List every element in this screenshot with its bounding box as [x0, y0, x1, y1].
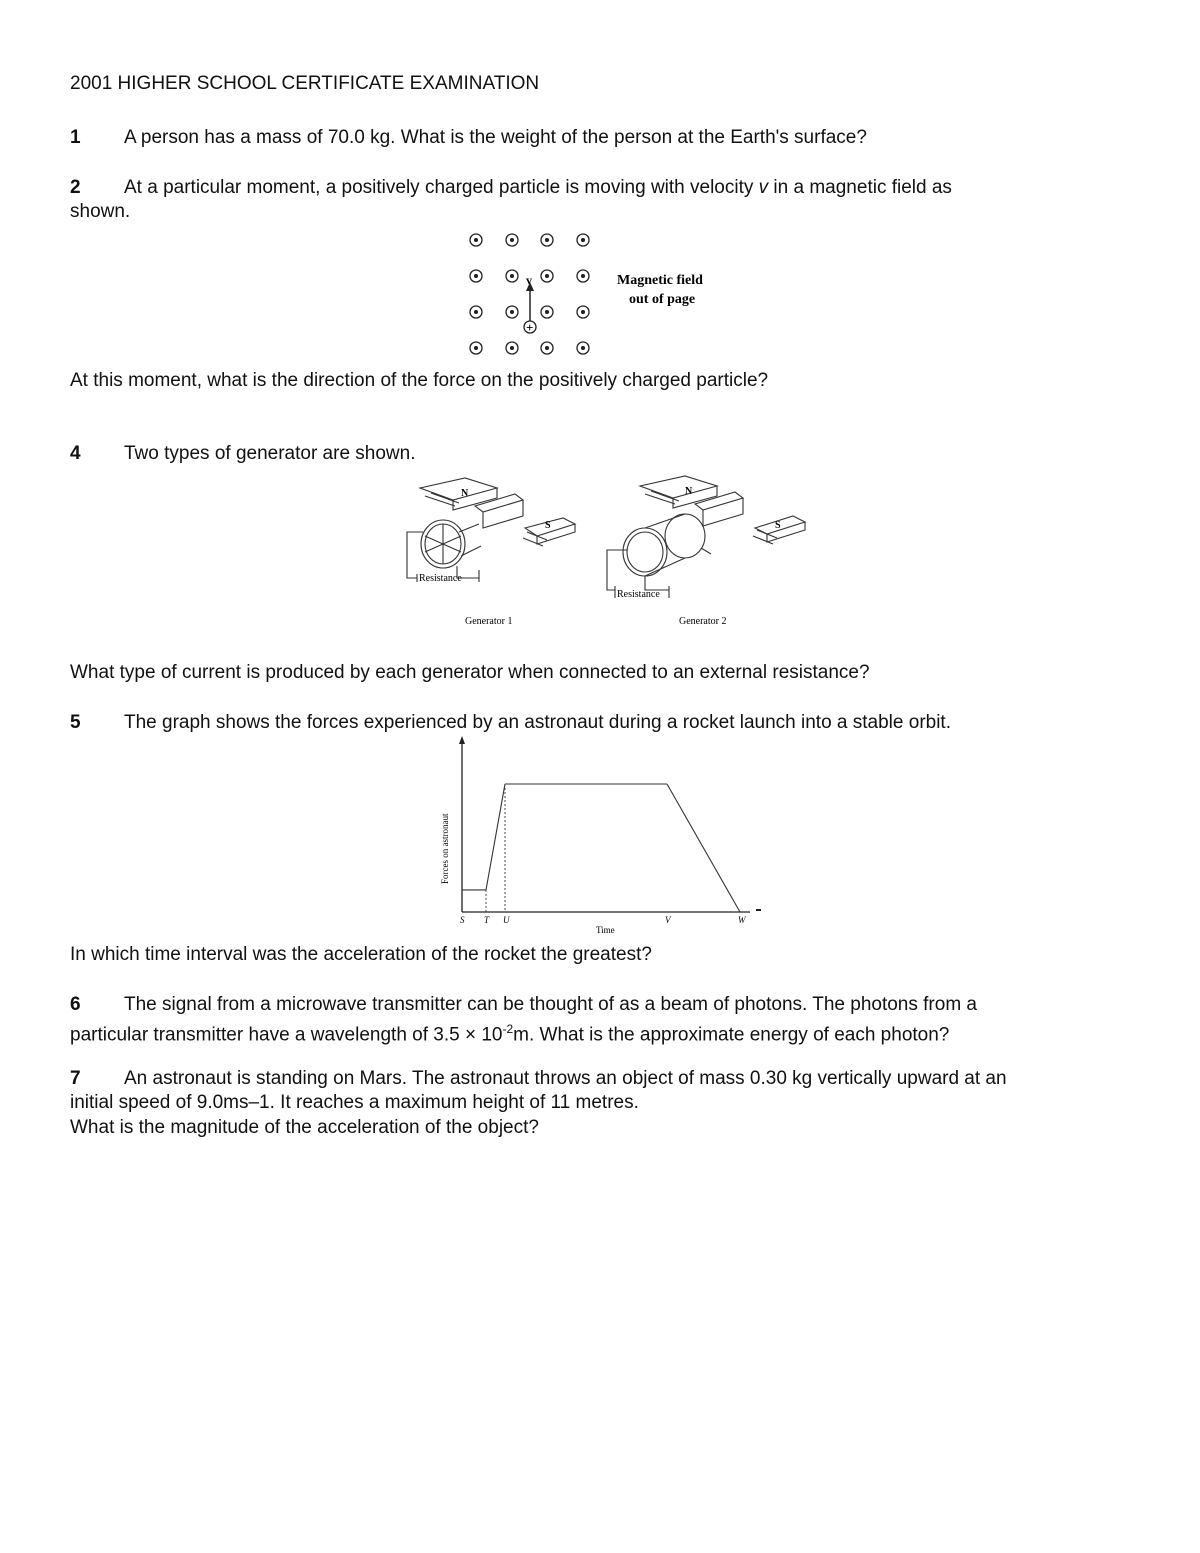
force-line-segment: [667, 784, 740, 912]
field-dot-center: [511, 311, 514, 314]
field-dot-center: [546, 239, 549, 242]
field-dot-center: [582, 347, 585, 350]
x-axis-label: Time: [596, 925, 615, 935]
generators-figure: [395, 466, 815, 632]
force-time-graph: [430, 734, 770, 940]
field-label-line1: Magnetic field: [617, 273, 703, 288]
question-number: 4: [70, 443, 81, 464]
question-text-continued: initial speed of 9.0ms–1. It reaches a maximum height of 11 metres.: [70, 1092, 639, 1113]
field-dot-center: [546, 275, 549, 278]
south-label: S: [545, 520, 551, 531]
question-number: 7: [70, 1068, 81, 1089]
force-line-segment: [486, 784, 505, 890]
question-text: At this moment, what is the direction of the force on the positively charged particle?: [70, 370, 769, 391]
field-label-line2: out of page: [629, 292, 696, 307]
question-text-continued: shown.: [70, 201, 131, 222]
question-text: The graph shows the forces experienced by an astronaut during a rocket launch into a stable orbit.: [124, 712, 951, 733]
field-dot-center: [582, 275, 585, 278]
question-text: Two types of generator are shown.: [124, 443, 416, 464]
resistance-label: Resistance: [617, 589, 660, 600]
question-text: [124, 176, 952, 200]
north-label: N: [461, 488, 469, 499]
question-text: A person has a mass of 70.0 kg. What is the weight of the person at the Earth's surface?: [124, 127, 867, 148]
x-tick-label: V: [665, 915, 671, 925]
charge-sign: +: [526, 320, 534, 335]
resistance-label: Resistance: [419, 573, 462, 584]
question-text-part: particular transmitter have a wavelength of 3.5 × 10: [70, 1024, 503, 1046]
question-text: What type of current is produced by each generator when connected to an external resistance?: [70, 662, 870, 683]
south-label: S: [775, 520, 781, 531]
question-text: An astronaut is standing on Mars. The astronaut throws an object of mass 0.30 kg vertically upward at an: [124, 1068, 1007, 1089]
question-text-continued: [70, 1017, 949, 1047]
question-number: 6: [70, 994, 81, 1015]
field-dot-center: [582, 311, 585, 314]
question-text: In which time interval was the acceleration of the rocket the greatest?: [70, 944, 652, 965]
field-dot-center: [546, 347, 549, 350]
y-axis-label: Forces on astronaut: [440, 813, 450, 884]
x-tick-label: W: [738, 915, 746, 925]
x-tick-label: S: [460, 915, 465, 925]
generator-2-caption: Generator 2: [679, 616, 727, 627]
question-text-continued: What is the magnitude of the acceleration of the object?: [70, 1117, 539, 1138]
question-number: 5: [70, 712, 81, 733]
velocity-symbol: v: [758, 177, 769, 198]
question-text-part: At a particular moment, a positively charged particle is moving with velocity: [124, 177, 759, 198]
question-number: 1: [70, 127, 81, 148]
north-label: N: [685, 486, 693, 497]
x-tick-label: T: [484, 915, 490, 925]
magnetic-field-figure: [455, 226, 745, 362]
question-text-part: in a magnetic field as: [768, 177, 952, 198]
question-number: 2: [70, 177, 81, 198]
field-dot-center: [511, 275, 514, 278]
field-dot-center: [475, 311, 478, 314]
question-text-part: m. What is the approximate energy of each photon?: [513, 1024, 950, 1046]
exponent: -2: [502, 1022, 514, 1036]
field-dot-center: [582, 239, 585, 242]
y-axis-arrowhead: [459, 736, 465, 744]
generator-2: [607, 476, 805, 598]
page-title: 2001 HIGHER SCHOOL CERTIFICATE EXAMINATION: [70, 73, 540, 94]
field-dot-center: [475, 275, 478, 278]
question-text: The signal from a microwave transmitter can be thought of as a beam of photons. The photons from a: [124, 994, 977, 1015]
x-tick-label: U: [503, 915, 510, 925]
field-dot-center: [475, 239, 478, 242]
x-axis-end-mark: [756, 909, 761, 911]
field-dot-center: [475, 347, 478, 350]
velocity-label: v: [526, 273, 532, 287]
field-dot-center: [511, 347, 514, 350]
generator-1-caption: Generator 1: [465, 616, 513, 627]
field-dot-center: [511, 239, 514, 242]
field-dot-center: [546, 311, 549, 314]
